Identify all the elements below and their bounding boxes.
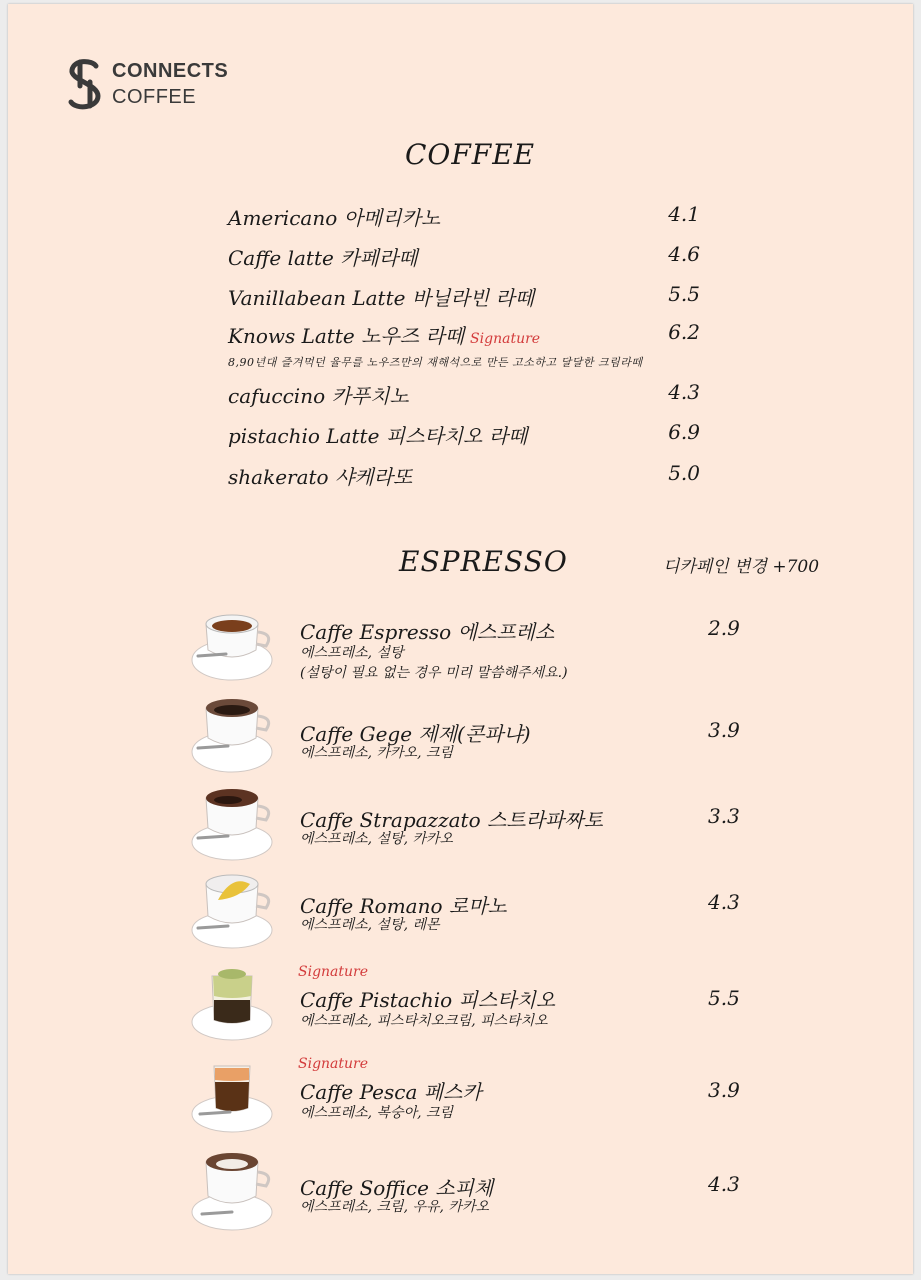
espresso-item-name: Caffe Soffice 소피체 [300, 1176, 494, 1200]
espresso-item-note: (설탕이 필요 없는 경우 미리 말씀해주세요.) [300, 665, 568, 681]
signature-tag: Signature [470, 331, 541, 347]
coffee-item [228, 320, 708, 350]
coffee-item-price: 5.0 [668, 461, 700, 485]
espresso-item-ingredients: 에스프레소, 복숭아, 크림 [300, 1105, 454, 1121]
espresso-item-price: 3.9 [708, 718, 740, 742]
espresso-item [188, 962, 788, 1052]
coffee-item [228, 420, 708, 450]
coffee-item-price: 6.9 [668, 420, 700, 444]
signature-tag: Signature [298, 1056, 369, 1072]
brand-name-line2: COFFEE [112, 86, 197, 108]
coffee-item [228, 242, 708, 272]
espresso-cup-image [188, 782, 280, 866]
espresso-item-ingredients: 에스프레소, 설탕, 카카오 [300, 831, 454, 847]
decaf-note: 디카페인 변경 +700 [663, 557, 820, 577]
menu-page [8, 4, 913, 1274]
espresso-item-ingredients: 에스프레소, 설탕 [300, 645, 404, 661]
brand-name-line1: CONNECTS [112, 60, 229, 82]
coffee-item-name: Americano 아메리카노 [228, 206, 441, 230]
espresso-glass-image [188, 1054, 280, 1138]
coffee-heading: COFFEE [405, 138, 536, 171]
signature-tag: Signature [298, 964, 369, 980]
espresso-item [188, 1150, 788, 1240]
coffee-item-price: 5.5 [668, 282, 700, 306]
espresso-item-name: Caffe Pistachio 피스타치오 [300, 988, 556, 1012]
coffee-item-price: 6.2 [668, 320, 700, 344]
coffee-item-price: 4.6 [668, 242, 700, 266]
espresso-cup-image [188, 694, 280, 778]
coffee-item-name [228, 320, 540, 349]
espresso-item-ingredients: 에스프레소, 크림, 우유, 카카오 [300, 1199, 489, 1215]
espresso-item-price: 4.3 [708, 1172, 740, 1196]
espresso-item-price: 4.3 [708, 890, 740, 914]
brand-logo [66, 56, 246, 116]
espresso-item-price: 5.5 [708, 986, 740, 1010]
espresso-item-name: Caffe Strapazzato 스트라파짜토 [300, 808, 603, 832]
coffee-item-price: 4.3 [668, 380, 700, 404]
coffee-item-price: 4.1 [668, 202, 700, 226]
coffee-item-name: pistachio Latte 피스타치오 라떼 [228, 424, 528, 448]
espresso-item-ingredients: 에스프레소, 설탕, 레몬 [300, 917, 440, 933]
coffee-item-name: Caffe latte 카페라떼 [228, 246, 418, 270]
espresso-item-name: Caffe Gege 제제(콘파냐) [300, 722, 531, 746]
espresso-item [188, 694, 788, 784]
espresso-item [188, 602, 788, 692]
espresso-item-name: Caffe Pesca 페스카 [300, 1080, 482, 1104]
connects-s-icon [66, 56, 104, 112]
espresso-item [188, 1054, 788, 1144]
coffee-item-name: cafuccino 카푸치노 [228, 384, 409, 408]
coffee-item-name: shakerato 샤케라또 [228, 465, 413, 489]
espresso-item [188, 870, 788, 960]
espresso-item-ingredients: 에스프레소, 카카오, 크림 [300, 745, 454, 761]
espresso-item [188, 782, 788, 872]
espresso-cup-image [188, 1150, 280, 1234]
coffee-item [228, 282, 708, 312]
espresso-item-ingredients: 에스프레소, 피스타치오크림, 피스타치오 [300, 1013, 548, 1029]
coffee-item [228, 202, 708, 232]
espresso-item-price: 3.3 [708, 804, 740, 828]
espresso-heading: ESPRESSO [399, 545, 568, 578]
espresso-glass-image [188, 962, 280, 1046]
coffee-item-name: Vanillabean Latte 바닐라빈 라떼 [228, 286, 535, 310]
coffee-item-description: 8,90년대 즐겨먹던 율무를 노우즈만의 재해석으로 만든 고소하고 달달한 크림라떼 [228, 356, 643, 369]
espresso-item-price: 2.9 [708, 616, 740, 640]
coffee-item-name-text: Knows Latte 노우즈 라떼 [228, 324, 465, 348]
espresso-cup-image [188, 602, 280, 686]
coffee-item [228, 461, 708, 491]
coffee-item [228, 380, 708, 410]
espresso-item-name: Caffe Espresso 에스프레소 [300, 620, 555, 644]
espresso-cup-image [188, 870, 280, 954]
espresso-item-price: 3.9 [708, 1078, 740, 1102]
espresso-item-name: Caffe Romano 로마노 [300, 894, 507, 918]
